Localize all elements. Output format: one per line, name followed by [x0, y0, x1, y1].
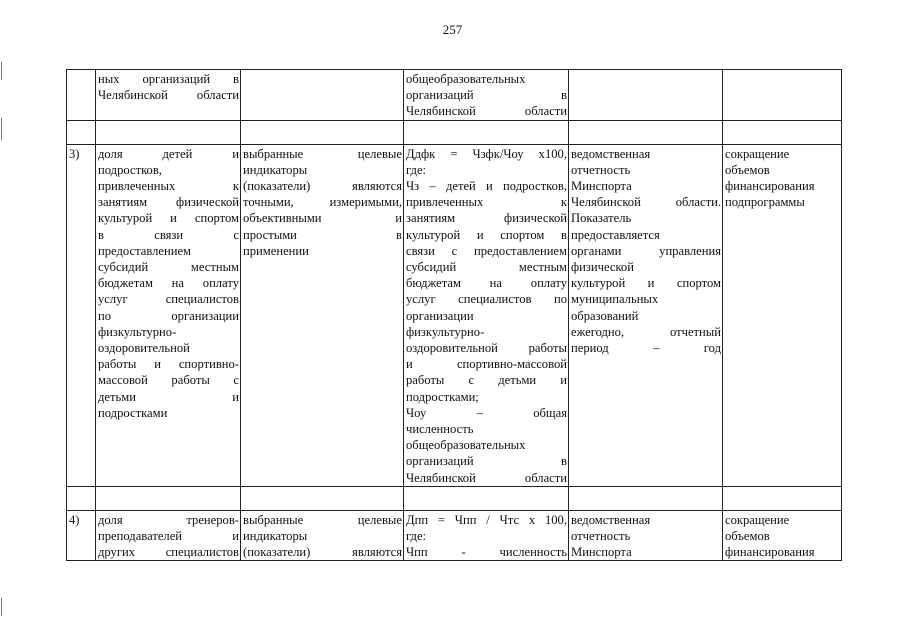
margin-mark: [1, 598, 2, 616]
cell-justification: [241, 70, 404, 121]
cell-formula: [404, 510, 569, 561]
cell-line: бюджетам на оплату: [98, 276, 239, 291]
cell-line: подпрограммы: [725, 195, 805, 210]
cell-line: объемов: [725, 162, 770, 177]
cell-line: культурой и спортом: [98, 211, 239, 226]
cell-indicator-name: [96, 510, 241, 561]
table-row-3: [67, 144, 842, 486]
cell-line: предоставлением: [98, 243, 192, 258]
cell-line: выбранные целевые: [243, 512, 402, 527]
cell-formula: [404, 70, 569, 121]
cell-line: общеобразовательных: [406, 438, 526, 453]
cell-line: Ддфк = Чзфк/Чоу х100,: [406, 146, 567, 161]
cell-line: (показатели) являются: [243, 545, 402, 560]
cell-line: индикаторы: [243, 529, 308, 544]
cell-line: оздоровительной: [98, 341, 190, 356]
page-number: 257: [442, 22, 463, 37]
cell-indicator-name: [96, 70, 241, 121]
cell-line: подростками: [98, 405, 168, 420]
cell-line: занятиям физической: [98, 195, 239, 210]
cell-line: привлеченных к: [406, 195, 567, 210]
cell-line: связи с предоставлением: [406, 243, 567, 258]
cell-line: финансирования: [725, 179, 815, 194]
cell-line: предоставляется: [571, 227, 660, 242]
margin-mark: [1, 62, 2, 80]
cell-line: культурой и спортом в: [406, 227, 567, 242]
cell-number: [67, 70, 96, 121]
cell-line: точными, измеримыми,: [243, 195, 402, 210]
cell-line: ведомственная: [571, 512, 651, 527]
cell-line: Минспорта: [571, 179, 632, 194]
cell-line: доля тренеров-: [98, 512, 239, 527]
cell-line: организаций в: [406, 454, 567, 469]
cell-line: услуг специалистов по: [406, 292, 567, 307]
cell-line: и спортивно-массовой: [406, 357, 567, 372]
cell-line: подростками;: [406, 389, 479, 404]
cell-line: Минспорта: [571, 545, 632, 560]
cell-line: объемов: [725, 529, 770, 544]
margin-mark: [1, 118, 2, 140]
cell-line: Челябинской области: [406, 104, 567, 119]
cell-data-source: [569, 144, 723, 486]
cell-line: работы с детьми и: [406, 373, 567, 388]
cell-line: выбранные целевые: [243, 146, 402, 161]
cell-line: организации: [406, 308, 474, 323]
cell-consequence: [723, 510, 842, 561]
cell-line: общеобразовательных: [406, 72, 526, 86]
cell-line: физической: [571, 260, 634, 275]
cell-line: Челябинской области.: [571, 195, 721, 210]
cell-consequence: [723, 70, 842, 121]
cell-line: детьми и: [98, 389, 239, 404]
row-number: 3): [67, 144, 96, 486]
cell-line: культурой и спортом: [571, 276, 721, 291]
cell-line: привлеченных к: [98, 179, 239, 194]
cell-consequence: [723, 144, 842, 486]
cell-line: численность: [406, 422, 474, 437]
cell-line: ных организаций в: [98, 72, 239, 86]
cell-line: доля детей и: [98, 146, 239, 161]
cell-line: Чоу – общая: [406, 405, 567, 420]
cell-line: где:: [406, 529, 427, 544]
cell-line: отчетность: [571, 529, 631, 544]
cell-line: простыми в: [243, 227, 402, 242]
cell-justification: [241, 144, 404, 486]
cell-line: (показатели) являются: [243, 179, 402, 194]
cell-line: сокращение: [725, 146, 790, 161]
cell-line: период – год: [571, 341, 721, 356]
cell-justification: [241, 510, 404, 561]
cell-line: субсидий местным: [98, 260, 239, 275]
cell-line: ведомственная: [571, 146, 651, 161]
cell-line: где:: [406, 162, 427, 177]
cell-data-source: [569, 510, 723, 561]
cell-line: оздоровительной работы: [406, 341, 567, 356]
cell-line: Челябинской области: [98, 88, 239, 103]
cell-line: Чпп - численность: [406, 545, 567, 560]
cell-line: в связи с: [98, 227, 239, 242]
cell-line: Дпп = Чпп / Чтс х 100,: [406, 512, 567, 527]
cell-line: преподавателей и: [98, 529, 239, 544]
row-number: 4): [67, 510, 96, 561]
cell-line: Челябинской области: [406, 470, 567, 485]
cell-line: образований: [571, 308, 639, 323]
cell-line: индикаторы: [243, 162, 308, 177]
cell-line: субсидий местным: [406, 260, 567, 275]
cell-line: организаций в: [406, 88, 567, 103]
table-row-4: [67, 510, 842, 561]
cell-line: работы и спортивно-: [98, 357, 239, 372]
cell-line: органами управления: [571, 243, 721, 258]
cell-indicator-name: [96, 144, 241, 486]
table-row-continuation: [67, 70, 842, 121]
cell-formula: [404, 144, 569, 486]
cell-line: финансирования: [725, 545, 815, 560]
cell-data-source: [569, 70, 723, 121]
cell-line: услуг специалистов: [98, 292, 239, 307]
cell-line: сокращение: [725, 512, 790, 527]
cell-line: ежегодно, отчетный: [571, 324, 721, 339]
indicator-table: [66, 69, 842, 561]
cell-line: занятиям физической: [406, 211, 567, 226]
cell-line: подростков,: [98, 162, 162, 177]
cell-line: других специалистов: [98, 545, 239, 560]
cell-line: объективными и: [243, 211, 402, 226]
cell-line: бюджетам на оплату: [406, 276, 567, 291]
cell-line: Показатель: [571, 211, 632, 226]
cell-line: муниципальных: [571, 292, 659, 307]
cell-line: физкультурно-: [406, 324, 485, 339]
cell-line: массовой работы с: [98, 373, 239, 388]
cell-line: отчетность: [571, 162, 631, 177]
cell-line: физкультурно-: [98, 324, 177, 339]
cell-line: по организации: [98, 308, 239, 323]
cell-line: применении: [243, 243, 309, 258]
cell-line: Чз – детей и подростков,: [406, 179, 567, 194]
